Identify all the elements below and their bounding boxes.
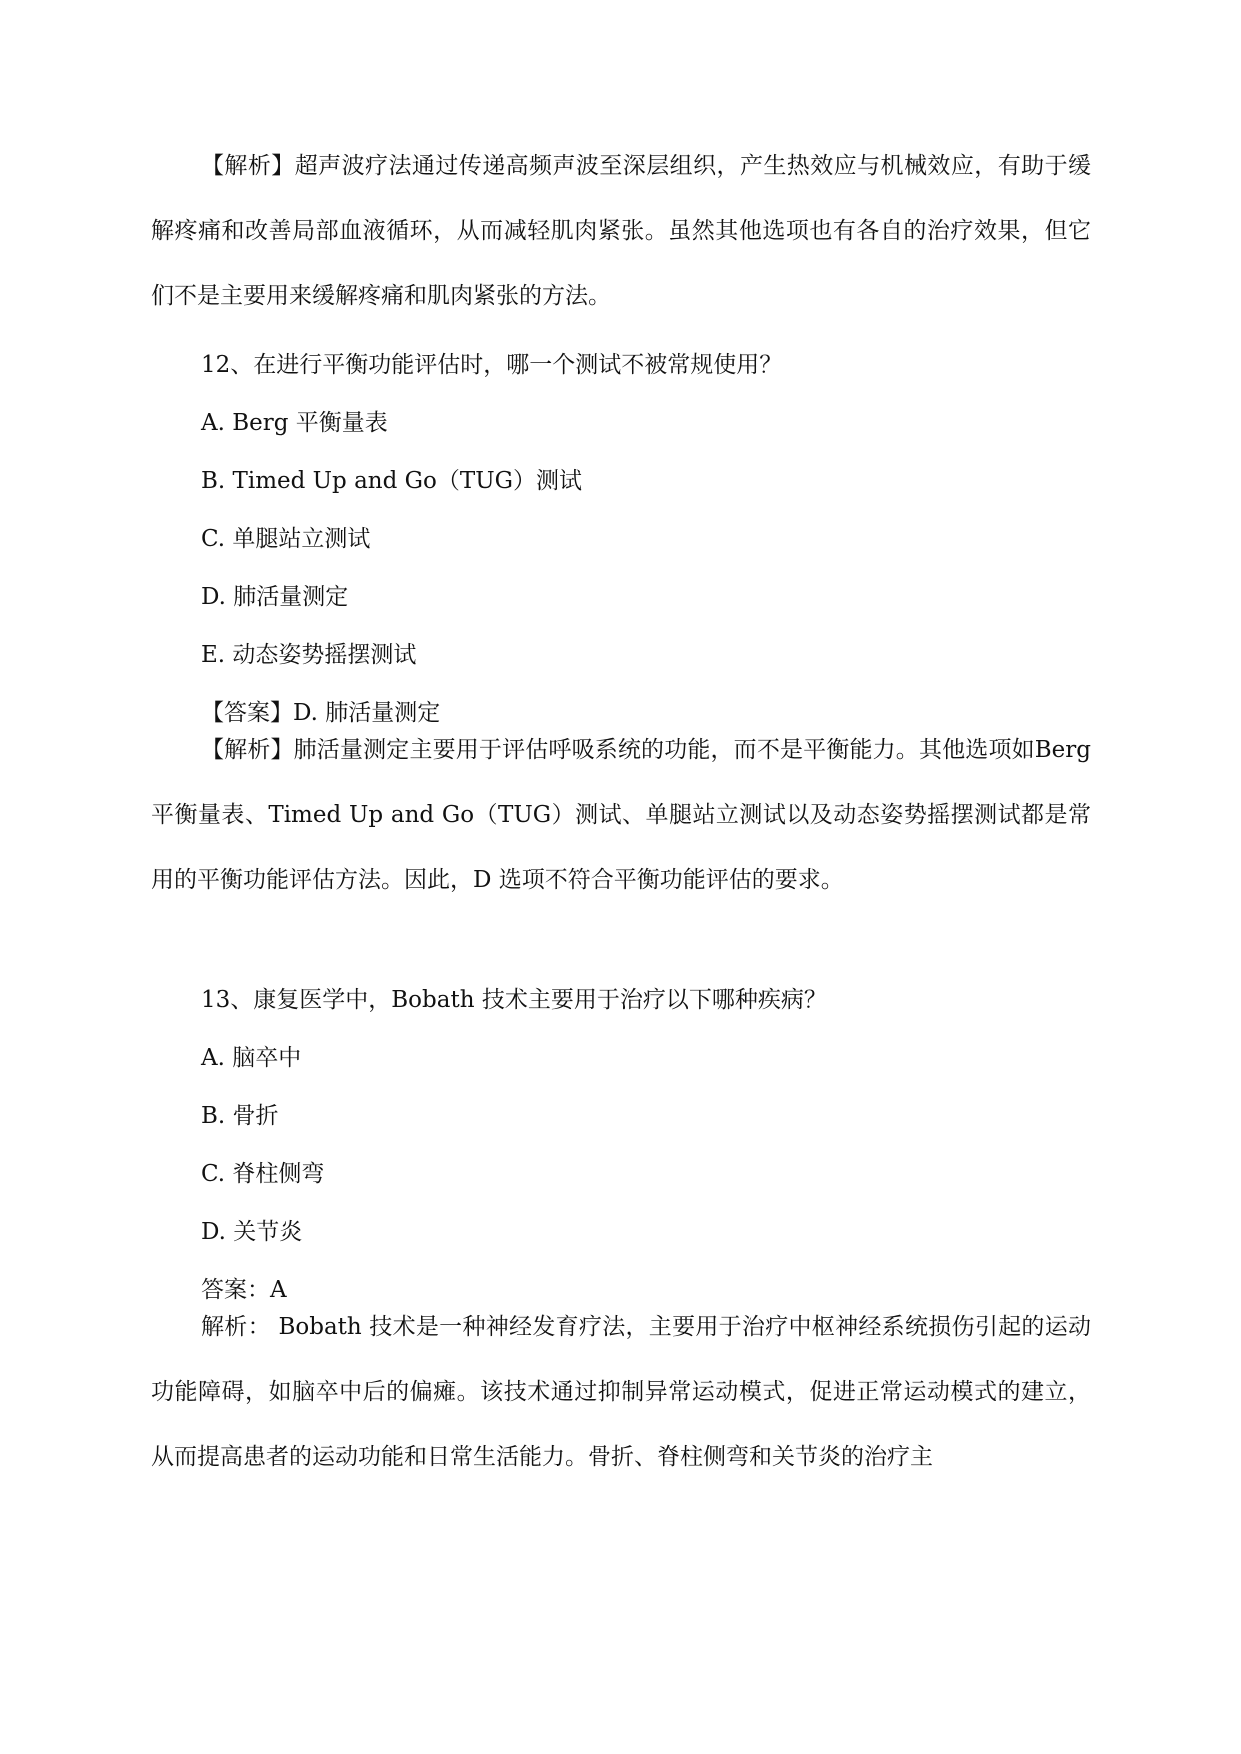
q12-answer: 【答案】D. 肺活量测定 [201,700,441,726]
q12-analysis-paragraph: 【解析】肺活量测定主要用于评估呼吸系统的功能，而不是平衡能力。其他选项如Berg 平衡量表、Timed Up and Go（TUG）测试、单腿站立测试以及动态姿势摇摆测试都是常用的平衡功能评估方法。因此，D 选项不符合平衡功能评估的要求。 [151,737,1091,893]
question-13-title: 13、康复医学中，Bobath 技术主要用于治疗以下哪种疾病？ [201,987,827,1013]
q12-option-d: D. 肺活量测定 [201,584,349,610]
q13-analysis-paragraph: 解析： Bobath 技术是一种神经发育疗法，主要用于治疗中枢神经系统损伤引起的运动功能障碍，如脑卒中后的偏瘫。该技术通过抑制异常运动模式，促进正常运动模式的建立，从而提高患者的运动功能和日常生活能力。骨折、脊柱侧弯和关节炎的治疗主 [151,1314,1091,1470]
q12-option-c: C. 单腿站立测试 [201,526,371,552]
q12-option-b: B. Timed Up and Go（TUG）测试 [201,468,582,494]
q13-option-c: C. 脊柱侧弯 [201,1161,325,1187]
q13-option-b: B. 骨折 [201,1103,279,1129]
analysis-paragraph-q11: 【解析】超声波疗法通过传递高频声波至深层组织，产生热效应与机械效应，有助于缓解疼痛和改善局部血液循环，从而减轻肌肉紧张。虽然其他选项也有各自的治疗效果，但它们不是主要用来缓解疼痛和肌肉紧张的方法。 [151,153,1091,309]
q13-option-d: D. 关节炎 [201,1219,303,1245]
q12-option-e: E. 动态姿势摇摆测试 [201,642,417,668]
question-12-title: 12、在进行平衡功能评估时，哪一个测试不被常规使用？ [201,352,783,378]
q12-option-a: A. Berg 平衡量表 [201,410,388,436]
q13-answer: 答案：A [201,1277,287,1303]
q13-option-a: A. 脑卒中 [201,1045,302,1071]
